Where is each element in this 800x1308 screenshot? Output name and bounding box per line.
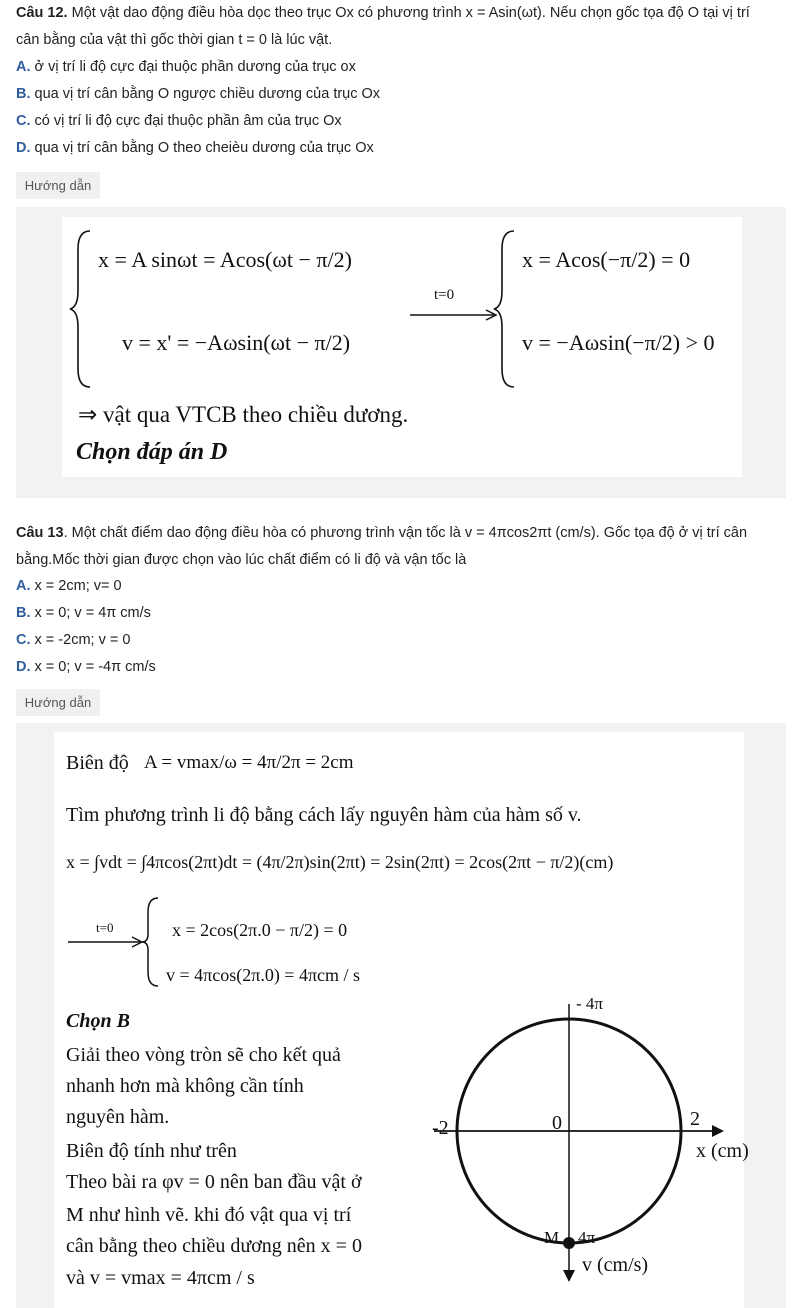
q12-eq2: v = x' = −Aωsin(ωt − π/2) [122,330,351,355]
q12-option-c[interactable]: C. có vị trí li độ cực đại thuộc phần âm của trục Ox [16,113,342,129]
q13-para-5: Theo bài ra φv = 0 nên ban đầu vật ở [66,1171,362,1193]
q12-line-2: cân bằng của vật thì gốc thời gian t = 0 là lúc vật. [16,32,333,48]
q13-brace [140,896,164,988]
q13-line-2: bằng.Mốc thời gian được chọn vào lúc chất điểm có li độ và vận tốc là [16,552,467,568]
q13-solution-box [16,723,786,1308]
q13-option-b[interactable]: B. x = 0; v = 4π cm/s [16,605,151,621]
q12-option-d[interactable]: D. qua vị trí cân bằng O theo cheièu dương của trục Ox [16,140,374,156]
q13-para-6: M như hình vẽ. khi đó vật qua vị trí [66,1204,352,1226]
q12-conclusion: ⇒ vật qua VTCB theo chiều dương. [78,402,409,427]
q13-hint-button[interactable]: Hướng dẫn [16,689,100,716]
q13-para-4: Biên độ tính như trên [66,1140,237,1162]
q13-point-m [563,1237,575,1249]
q12-solution-image [62,217,742,477]
q13-para-3: nguyên hàm. [66,1106,170,1128]
q13-x-axis-arrowhead [712,1125,724,1137]
q12-solution-box [16,207,786,498]
q13-para-8: và v = vmax = 4πcm / s [66,1267,255,1289]
q13-label-m: M [544,1228,560,1247]
q13-label: Câu 13 [16,525,64,541]
q12-right-brace [492,229,522,389]
q13-label-bottom: 4π [578,1228,596,1247]
q13-label-origin: 0 [552,1112,562,1134]
q12-eq1: x = A sinωt = Acos(ωt − π/2) [98,247,352,272]
q13-label-top: - 4π [576,994,603,1013]
q13-amp-eq: A = vmax/ω = 4π/2π = 2cm [144,752,354,773]
q13-arrow [68,936,148,948]
q13-answer: Chọn B [66,1010,130,1032]
q13-label-v-axis: v (cm/s) [582,1254,649,1276]
q13-option-c[interactable]: C. x = -2cm; v = 0 [16,632,131,648]
q12-text-1: Một vật dao động điều hòa dọc theo trục Ox có phương trình x = Asin(ωt). Nếu chọn gốc tọa độ O tại vị trí [67,5,750,21]
q13-line-1 [16,523,747,543]
q13-option-a[interactable]: A. x = 2cm; v= 0 [16,578,122,594]
q13-label-left: -2 [432,1117,449,1139]
q13-option-d[interactable]: D. x = 0; v = -4π cm/s [16,659,156,675]
q13-find-text: Tìm phương trình li độ bằng cách lấy nguyên hàm của hàm số v. [66,804,582,826]
q12-option-b[interactable]: B. qua vị trí cân bằng O ngược chiều dương của trục Ox [16,86,381,102]
q12-eq3: x = Acos(−π/2) = 0 [522,247,691,272]
q12-hint-button[interactable]: Hướng dẫn [16,172,100,199]
q12-arrow-label: t=0 [434,287,455,303]
q12-label: Câu 12. [16,5,68,21]
q13-arrow-label: t=0 [96,920,114,935]
q13-label-x-axis: x (cm) [696,1140,749,1162]
q13-para-2: nhanh hơn mà không cần tính [66,1075,304,1097]
q13-eq-v0: v = 4πcos(2π.0) = 4πcm / s [166,965,361,985]
q12-eq4: v = −Aωsin(−π/2) > 0 [522,330,715,355]
q12-arrow [410,309,500,321]
q13-v-axis-arrowhead [563,1270,575,1282]
q13-para-1: Giải theo vòng tròn sẽ cho kết quả [66,1044,341,1066]
q13-integral: x = ∫vdt = ∫4πcos(2πt)dt = (4π/2π)sin(2πt) = 2sin(2πt) = 2cos(2πt − π/2)(cm) [66,852,614,872]
q12-answer: Chọn đáp án D [76,439,228,465]
q12-left-brace [68,229,98,389]
q12-option-a[interactable]: A. ở vị trí li độ cực đại thuộc phần dương của trục ox [16,59,356,75]
q13-text-1: . Một chất điểm dao động điều hòa có phương trình vận tốc là v = 4πcos2πt (cm/s). Gốc tọa độ ở vị trí cân [63,525,748,541]
q13-amp-prefix: Biên độ [66,752,129,774]
q13-label-right: 2 [690,1108,700,1130]
q13-eq-x0: x = 2cos(2π.0 − π/2) = 0 [172,920,348,940]
q12-line-1 [16,3,750,23]
q13-para-7: cân bằng theo chiều dương nên x = 0 [66,1235,362,1257]
q13-solution-image [54,732,749,1308]
